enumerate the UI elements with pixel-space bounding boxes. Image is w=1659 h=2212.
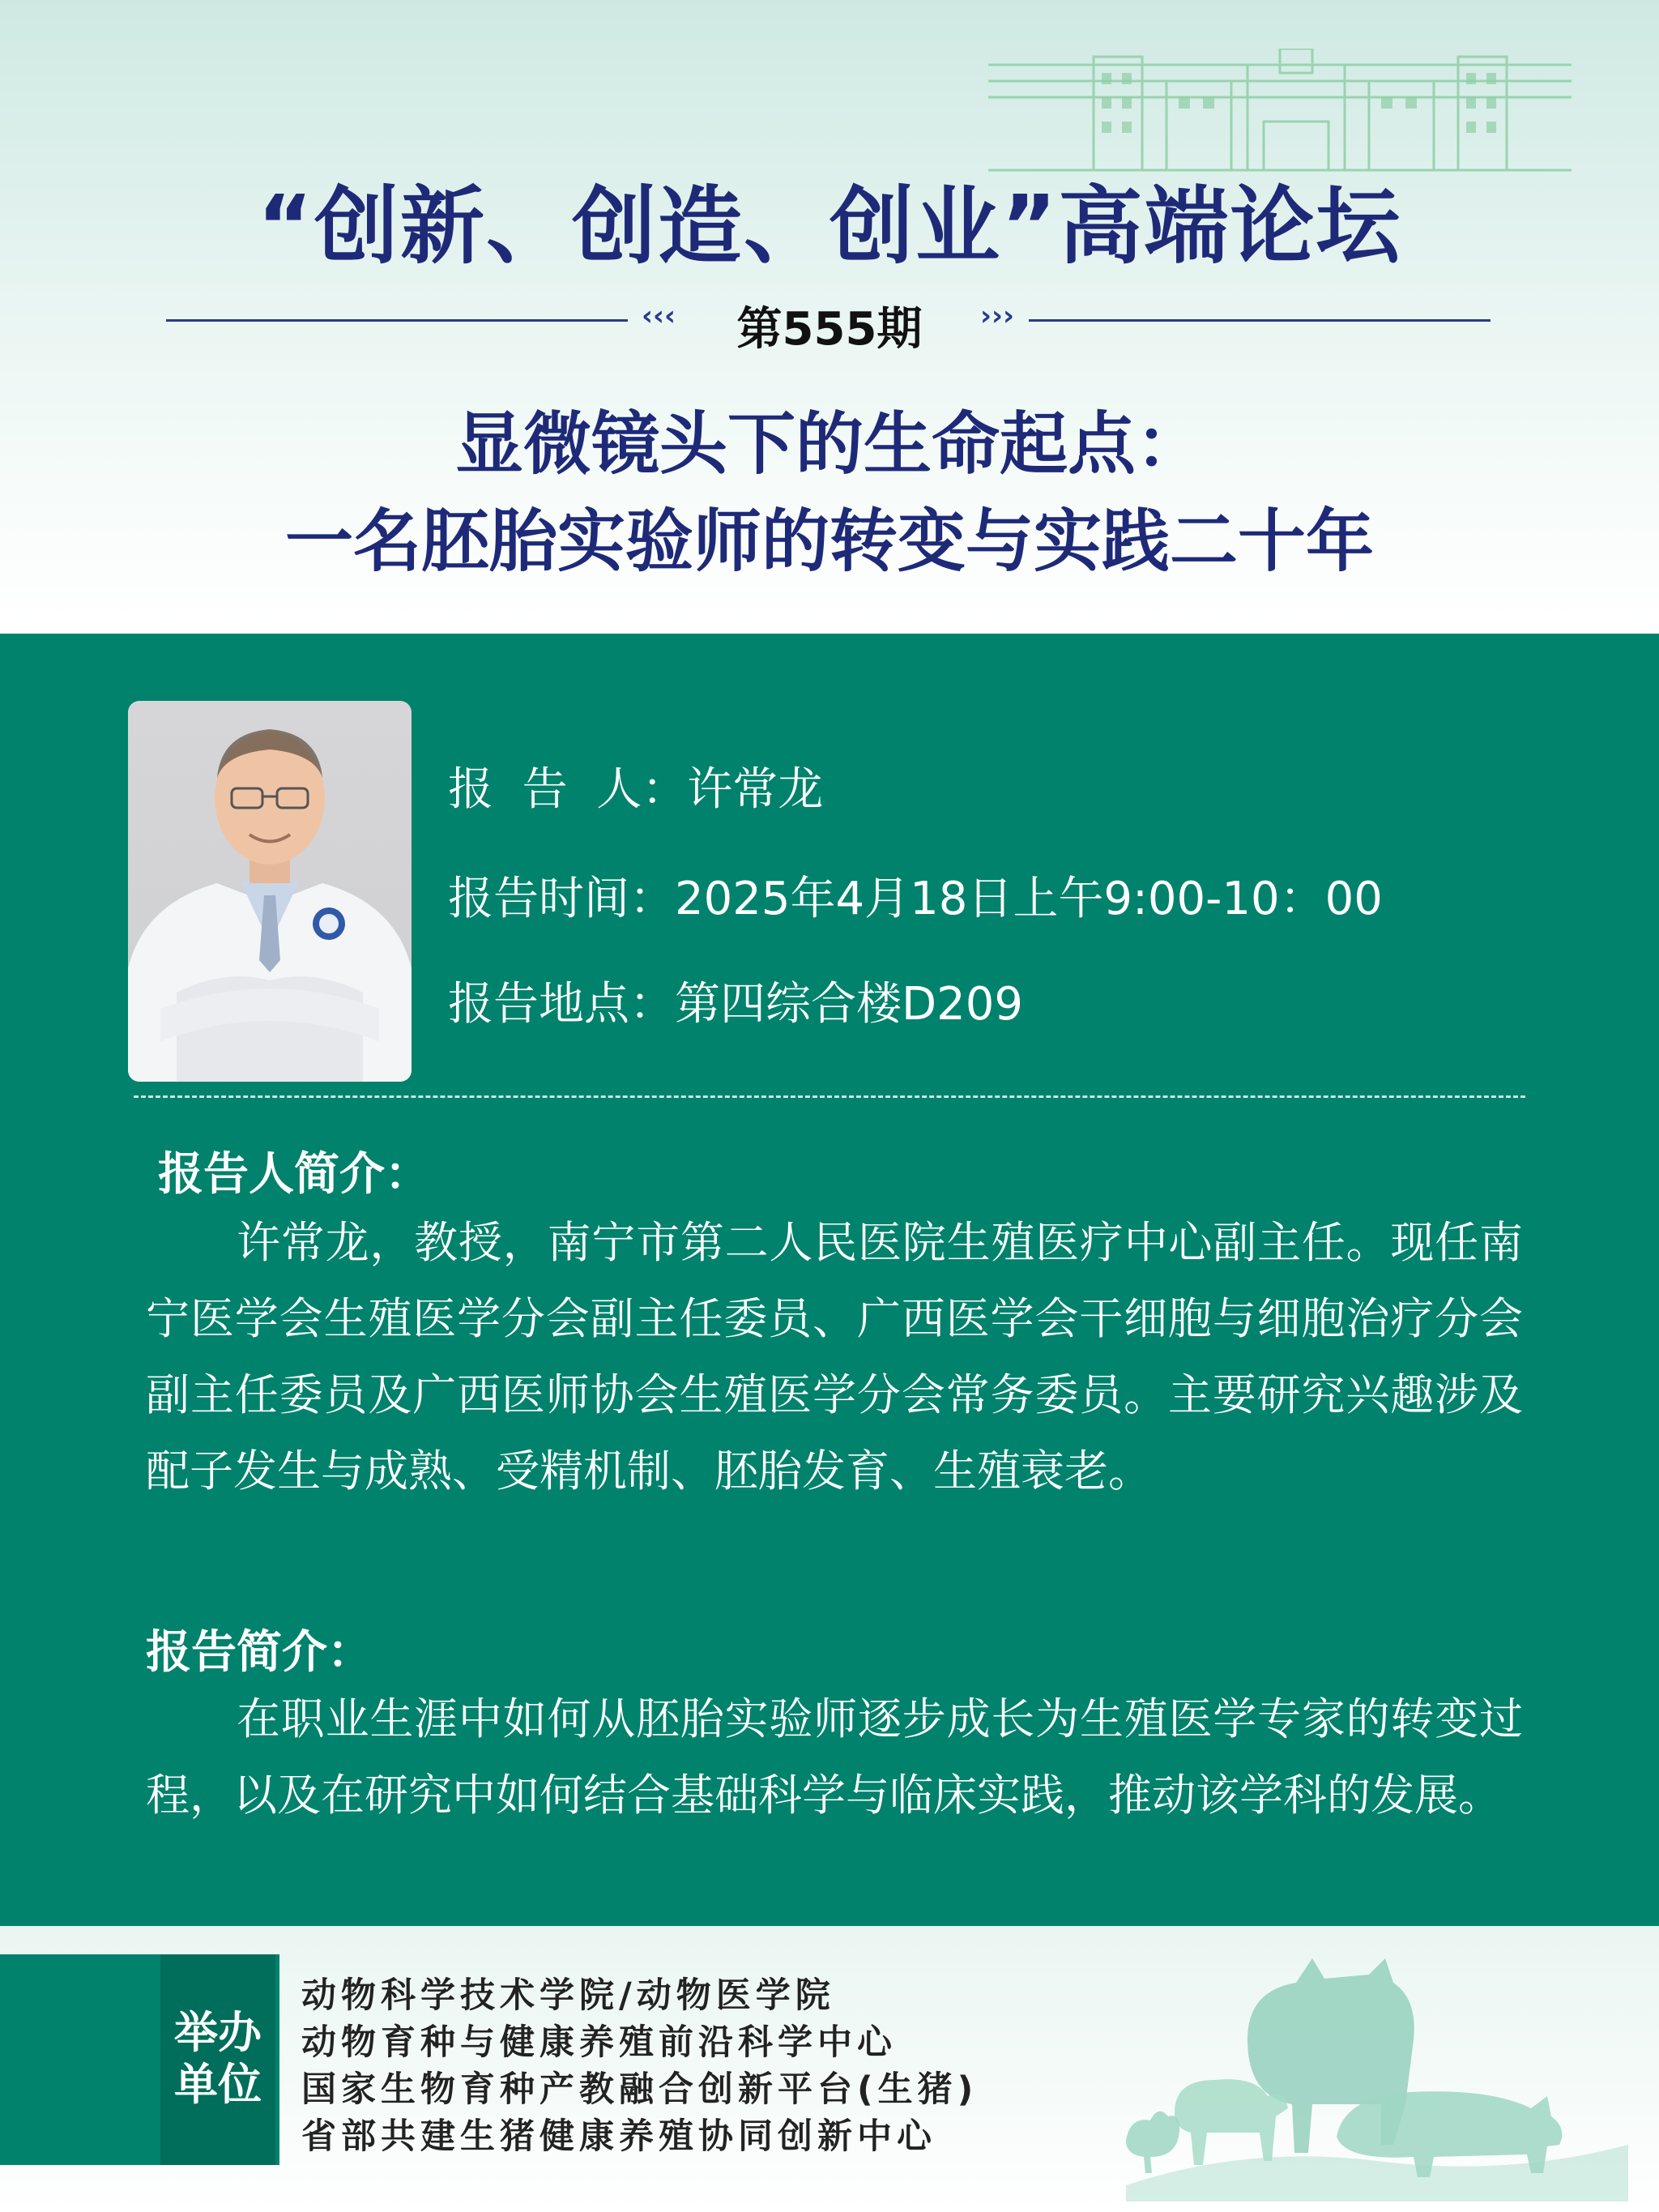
talk-title [0, 395, 1659, 590]
speaker-portrait-icon [128, 701, 412, 1082]
time-row [448, 863, 1383, 928]
speaker-value: 许常龙 [687, 763, 824, 816]
divider-line-right [1029, 319, 1491, 322]
place-row [448, 968, 1023, 1033]
time-value: 2025年4月18日上午9:00-10：00 [675, 873, 1383, 925]
organizer-item: 动物育种与健康养殖前沿科学中心 [301, 2022, 897, 2063]
bio-text: 许常龙，教授，南宁市第二人民医院生殖医疗中心副主任。现任南宁医学会生殖医学分会副主任委员、广西医学会干细胞与细胞治疗分会副主任委员及广西医师协会生殖医学分会常务委员。主要研究兴趣涉及配子发生与成熟、受精机制、胚胎发育、生殖衰老。 [146, 1217, 1523, 1497]
talk-title-line1: 显微镜头下的生命起点： [454, 404, 1204, 484]
issue-row [0, 293, 1659, 356]
bio-heading: 报告人简介： [158, 1148, 430, 1201]
forum-title: “创新、创造、创业”高端论坛 [257, 177, 1402, 275]
chevron-left-icon: ‹‹‹ [642, 300, 676, 332]
abstract-text: 在职业生涯中如何从胚胎实验师逐步成长为生殖医学专家的转变过程，以及在研究中如何结合基础科学与临床实践，推动该学科的发展。 [146, 1693, 1523, 1821]
organizer-label-line1: 举办 [174, 2007, 262, 2058]
speaker-photo [128, 701, 412, 1082]
speaker-row [448, 754, 823, 818]
abstract-heading: 报告简介： [146, 1626, 373, 1679]
place-value: 第四综合楼D209 [675, 978, 1024, 1031]
talk-title-line2: 一名胚胎实验师的转变与实践二十年 [284, 502, 1374, 581]
organizer-label-line2: 单位 [174, 2059, 262, 2110]
organizer-item: 国家生物育种产教融合创新平台(生猪) [301, 2069, 979, 2110]
organizers-footer [0, 1926, 1659, 2212]
issue-number: 第555期 [736, 303, 923, 356]
speaker-label: 报 告 人： [448, 763, 688, 816]
place-label: 报告地点： [448, 978, 675, 1031]
organizer-item: 动物科学技术学院/动物医学院 [301, 1975, 835, 2016]
poster-header [0, 0, 1659, 624]
chevron-right-icon: ››› [980, 300, 1015, 332]
livestock-silhouette-icon [1126, 1942, 1628, 2201]
section-divider [134, 1095, 1525, 1098]
time-label: 报告时间： [448, 873, 675, 925]
organizer-item: 省部共建生猪健康养殖协同创新中心 [301, 2116, 936, 2157]
organizer-label [160, 2007, 275, 2111]
